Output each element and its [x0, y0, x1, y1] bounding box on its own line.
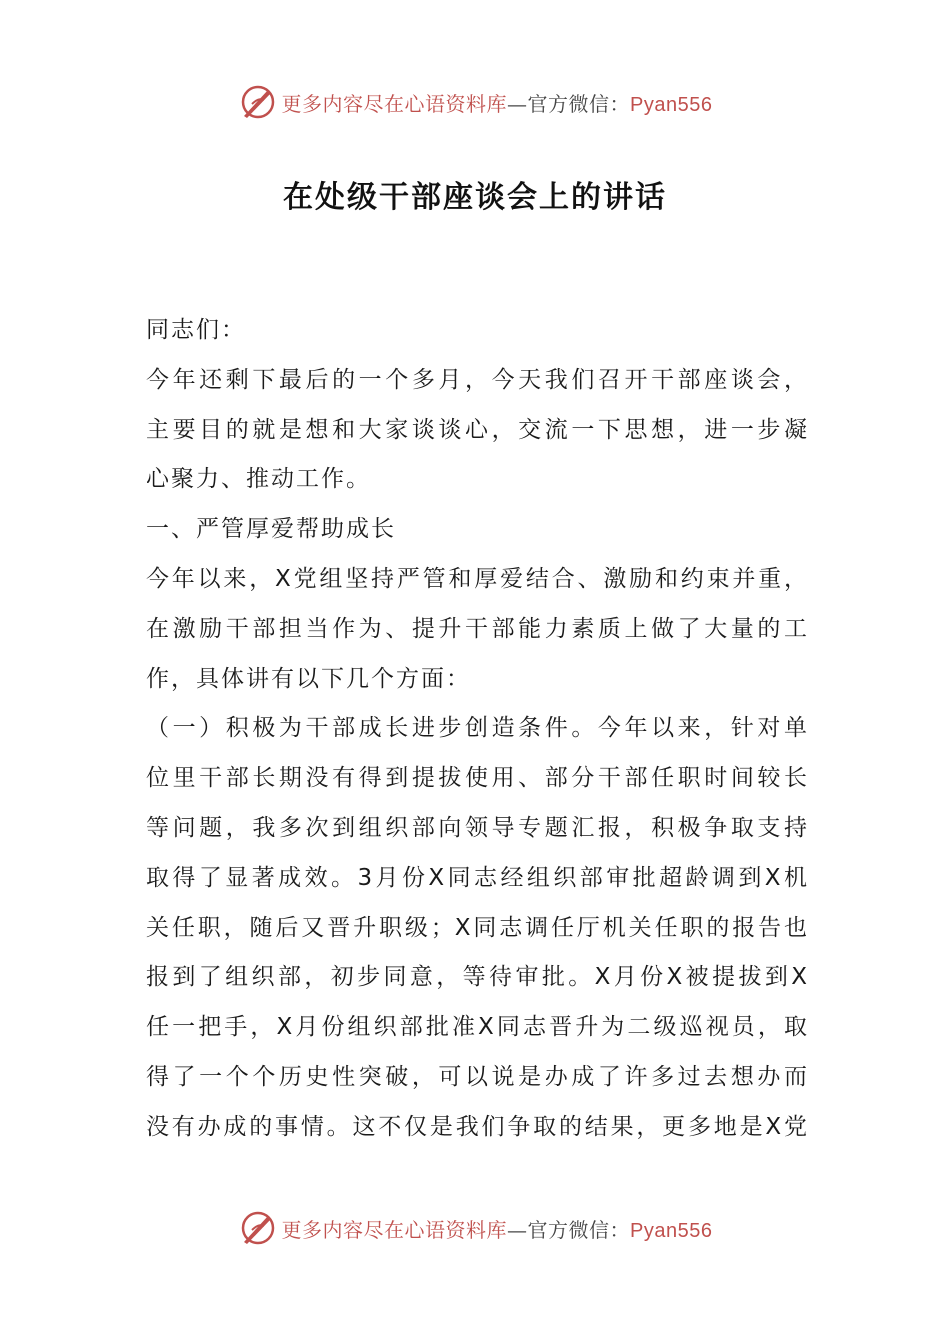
watermark-text — [282, 88, 713, 117]
body-line: 今年以来，X党组坚持严管和厚爱结合、激励和约束并重， — [146, 565, 808, 592]
body-line: 报到了组织部，初步同意，等待审批。X月份X被提拔到X — [146, 964, 808, 991]
body-line: 今年还剩下最后的一个多月，今天我们召开干部座谈会， — [146, 366, 808, 393]
footer-watermark — [0, 1206, 950, 1250]
watermark-brand: 更多内容尽在心语资料库 — [281, 1217, 508, 1242]
body-line: 关任职，随后又晋升职级；X同志调任厅机关任职的报告也 — [146, 914, 808, 941]
body-line: 等问题，我多次到组织部向领导专题汇报，积极争取支持 — [146, 814, 808, 841]
watermark-official: —官方微信： — [507, 91, 631, 116]
watermark-wechat-id: Pyan556 — [630, 93, 713, 116]
body-line: 在激励干部担当作为、提升干部能力素质上做了大量的工 — [146, 615, 808, 642]
document-body — [146, 306, 808, 1153]
body-line: 作，具体讲有以下几个方面： — [146, 665, 471, 692]
body-line: 同志们： — [146, 317, 246, 343]
body-line: 心聚力、推动工作。 — [146, 466, 371, 493]
watermark-official: —官方微信： — [507, 1217, 631, 1242]
header-watermark — [0, 80, 950, 124]
watermark-text — [282, 1214, 713, 1243]
body-line: 主要目的就是想和大家谈谈心，交流一下思想，进一步凝 — [146, 416, 808, 443]
watermark-brand: 更多内容尽在心语资料库 — [281, 91, 508, 116]
document-title: 在处级干部座谈会上的讲话 — [283, 180, 667, 215]
pen-in-circle-icon — [238, 1208, 278, 1248]
body-line: 取得了显著成效。3月份X同志经组织部审批超龄调到X机 — [146, 864, 808, 891]
watermark-wechat-id: Pyan556 — [630, 1219, 713, 1242]
body-line: （一）积极为干部成长进步创造条件。今年以来，针对单 — [146, 715, 808, 742]
body-line: 没有办成的事情。这不仅是我们争取的结果，更多地是X党 — [146, 1113, 808, 1140]
body-line: 任一把手，X月份组织部批准X同志晋升为二级巡视员，取 — [146, 1014, 808, 1041]
body-line: 得了一个个历史性突破，可以说是办成了许多过去想办而 — [146, 1063, 808, 1090]
body-line: 位里干部长期没有得到提拔使用、部分干部任职时间较长 — [146, 765, 808, 792]
pen-in-circle-icon — [238, 82, 278, 122]
body-line: 一、严管厚爱帮助成长 — [146, 516, 396, 543]
